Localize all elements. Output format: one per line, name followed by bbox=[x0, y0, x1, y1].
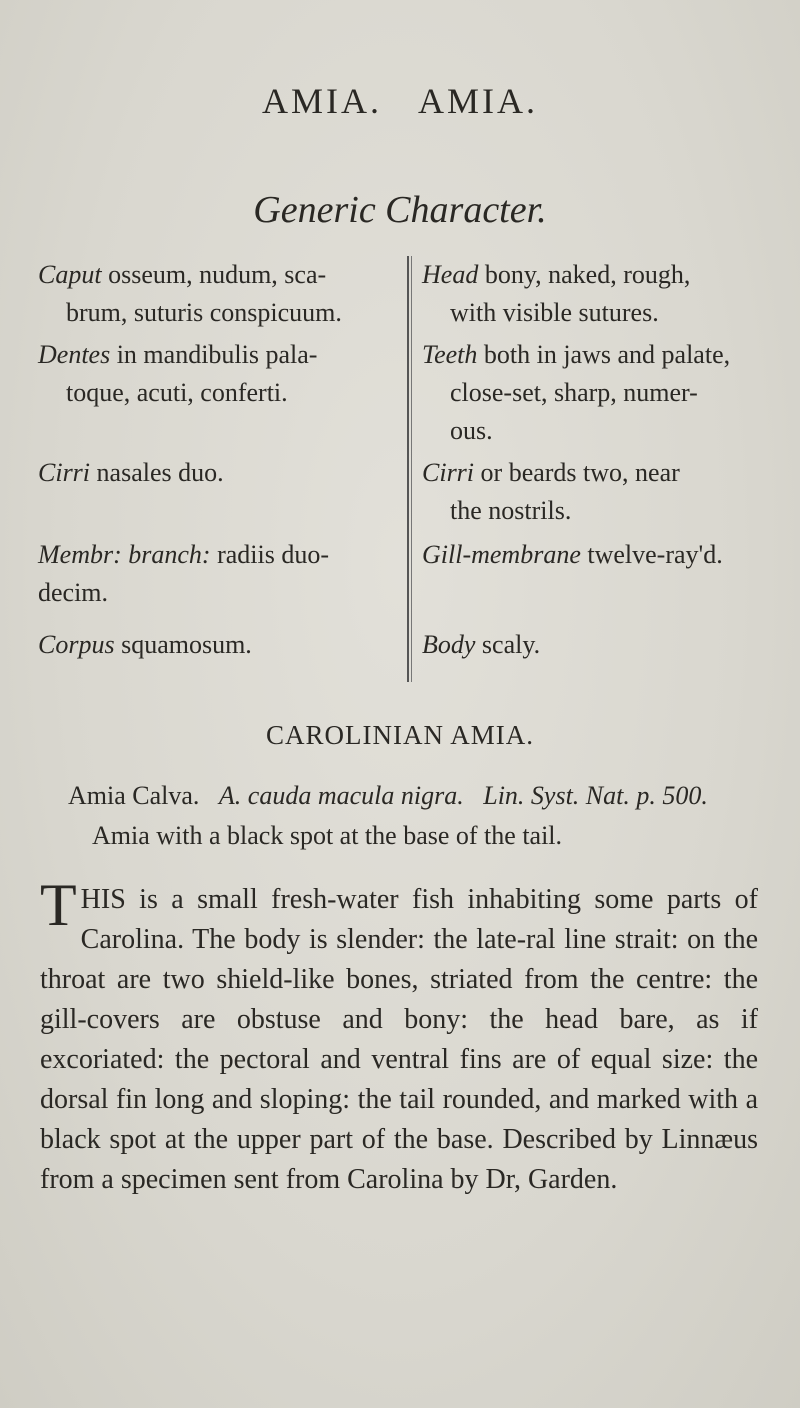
latin-text-cont: brum, suturis conspicuum. bbox=[66, 298, 342, 327]
english-cell bbox=[422, 336, 786, 450]
description-text: is a small fresh-water fish inhabiting some parts of Carolina. The body is slender: the late-ral line strait: on the throat are two shield-like bones, striated from the centre: the gill-covers are obstuse and bony: the head bare, as if excoriated: the pectoral and ventral fins are of equal size: the dorsal fin long and sloping: the tail rounded, and marked with a black spot at the upper part of the base. Described by Linnæus from a specimen sent from Carolina by Dr, Garden. bbox=[40, 884, 758, 1195]
synonym-name: Amia Calva. bbox=[68, 781, 200, 810]
english-term: Teeth bbox=[422, 340, 478, 369]
species-title: CAROLINIAN AMIA. bbox=[266, 720, 534, 750]
column-divider-inner bbox=[411, 256, 412, 682]
latin-cell bbox=[38, 626, 388, 664]
latin-cell bbox=[38, 256, 388, 332]
generic-character-table bbox=[38, 256, 786, 694]
latin-text: osseum, nudum, sca- bbox=[101, 260, 327, 289]
english-text: or beards two, near bbox=[474, 458, 680, 487]
english-term: Body bbox=[422, 630, 476, 659]
synonymy-line-2: Amia with a black spot at the base of the tail. bbox=[92, 821, 563, 850]
synonym-reference: Lin. Syst. Nat. bbox=[483, 781, 630, 810]
english-text: both in jaws and palate, bbox=[477, 340, 731, 369]
latin-term: Membr: branch: bbox=[38, 540, 211, 569]
latin-text: in mandibulis pala- bbox=[110, 340, 318, 369]
synonym-diagnosis: A. cauda macula nigra. bbox=[218, 781, 464, 810]
english-text-cont2: ous. bbox=[450, 416, 493, 445]
english-cell bbox=[422, 536, 786, 574]
latin-text: nasales duo. bbox=[90, 458, 224, 487]
description-paragraph bbox=[40, 872, 758, 1200]
latin-cell bbox=[38, 454, 388, 492]
latin-text-cont: decim. bbox=[38, 578, 109, 607]
latin-text: radiis duo- bbox=[210, 540, 329, 569]
drop-cap: T bbox=[40, 872, 77, 938]
english-cell bbox=[422, 256, 786, 332]
english-text: twelve-ray'd. bbox=[580, 540, 723, 569]
english-cell bbox=[422, 626, 786, 664]
running-head-right: AMIA. bbox=[418, 81, 538, 121]
latin-cell bbox=[38, 336, 388, 412]
synonymy bbox=[68, 776, 768, 856]
english-cell bbox=[422, 454, 786, 530]
latin-cell bbox=[38, 536, 388, 612]
section-title: Generic Character. bbox=[253, 189, 547, 231]
latin-text-cont: toque, acuti, conferti. bbox=[66, 378, 288, 407]
english-text-cont: the nostrils. bbox=[450, 496, 572, 525]
synonymy-line-1 bbox=[68, 776, 768, 816]
english-text: bony, naked, rough, bbox=[478, 260, 691, 289]
running-head bbox=[0, 80, 800, 122]
synonym-page: p. 500. bbox=[629, 781, 708, 810]
english-term: Head bbox=[422, 260, 479, 289]
english-term: Gill-membrane bbox=[422, 540, 581, 569]
latin-term: Dentes bbox=[38, 340, 111, 369]
column-divider bbox=[407, 256, 409, 682]
latin-term: Cirri bbox=[38, 458, 91, 487]
english-text: scaly. bbox=[475, 630, 541, 659]
english-text-cont: close-set, sharp, numer- bbox=[450, 378, 698, 407]
latin-text: squamosum. bbox=[114, 630, 252, 659]
english-text-cont: with visible sutures. bbox=[450, 298, 659, 327]
latin-term: Caput bbox=[38, 260, 102, 289]
english-term: Cirri bbox=[422, 458, 475, 487]
first-word: HIS bbox=[80, 884, 126, 915]
running-head-left: AMIA. bbox=[262, 81, 382, 121]
latin-term: Corpus bbox=[38, 630, 115, 659]
